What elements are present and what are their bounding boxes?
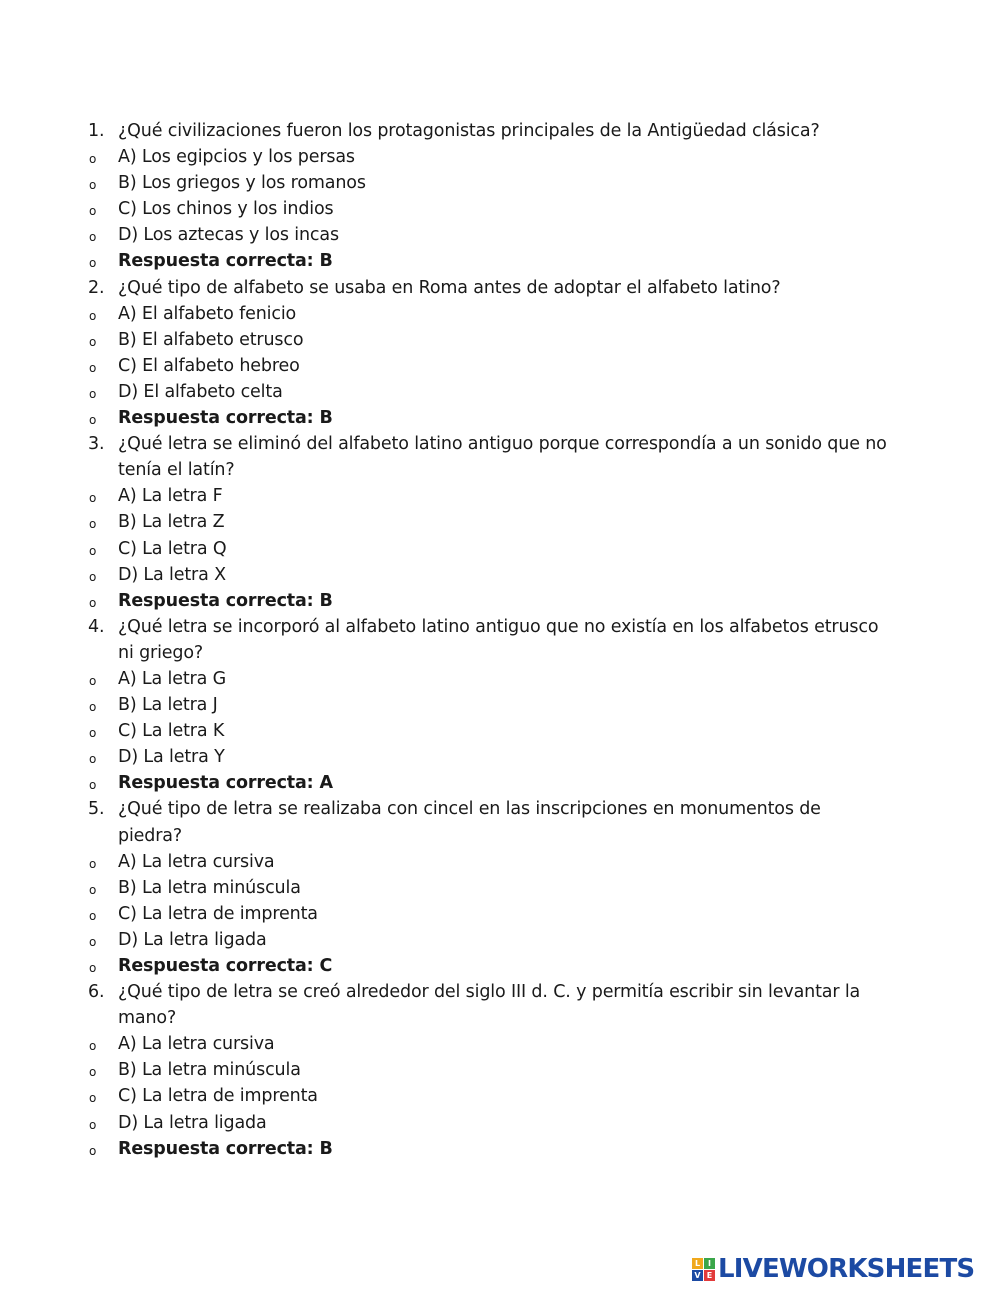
bullet-marker: o (89, 152, 97, 167)
question-row (0, 431, 1000, 483)
question-text: ¿Qué letra se eliminó del alfabeto latino antiguo porque correspondía a un sonido que no tenía el latín? (118, 434, 887, 481)
bullet-marker: o (89, 726, 97, 741)
option-text: D) La letra Y (118, 747, 225, 768)
option-row (0, 483, 1000, 509)
bullet-marker: o (89, 543, 97, 558)
logo-mark-letter: L (692, 1258, 703, 1269)
answer-row (0, 770, 1000, 796)
bullet-marker: o (89, 908, 97, 923)
bullet-marker: o (89, 1039, 97, 1054)
bullet-marker: o (89, 778, 97, 793)
option-text: B) La letra Z (118, 512, 225, 533)
bullet-marker: o (89, 934, 97, 949)
question-text: ¿Qué tipo de letra se realizaba con cincel en las inscripciones en monumentos de piedra? (118, 799, 821, 846)
option-text: D) La letra X (118, 564, 226, 585)
bullet-marker: o (89, 517, 97, 532)
question-row (0, 614, 1000, 666)
option-row (0, 379, 1000, 405)
option-text: A) La letra cursiva (118, 1034, 275, 1055)
question-number: 2. (88, 277, 105, 298)
logo-wordmark: LIVEWORKSHEETS (718, 1254, 975, 1284)
option-text: C) La letra de imprenta (118, 1086, 318, 1107)
question-row (0, 118, 1000, 144)
question-number: 6. (88, 982, 105, 1003)
liveworksheets-logo (692, 1255, 974, 1283)
question-item (0, 275, 1000, 432)
option-text: C) Los chinos y los indios (118, 199, 334, 220)
option-row (0, 1031, 1000, 1057)
question-item (0, 796, 1000, 979)
answer-row (0, 1136, 1000, 1162)
option-row (0, 927, 1000, 953)
option-text: Respuesta correcta: B (118, 408, 333, 429)
bullet-marker: o (89, 360, 97, 375)
option-text: D) El alfabeto celta (118, 381, 283, 402)
option-text: Respuesta correcta: B (118, 251, 333, 272)
logo-mark-letter: E (704, 1270, 715, 1281)
question-number: 1. (88, 121, 105, 141)
option-text: Respuesta correcta: A (118, 773, 333, 794)
question-text: ¿Qué letra se incorporó al alfabeto latino antiguo que no existía en los alfabetos etrusco ni griego? (118, 616, 879, 663)
logo-mark-letter: I (704, 1258, 715, 1269)
option-text: Respuesta correcta: B (118, 590, 333, 611)
option-text: C) El alfabeto hebreo (118, 355, 300, 376)
bullet-marker: o (89, 1065, 97, 1080)
option-row (0, 692, 1000, 718)
question-row (0, 796, 1000, 848)
option-row (0, 875, 1000, 901)
option-text: A) La letra G (118, 668, 226, 689)
bullet-marker: o (89, 961, 97, 975)
option-text: A) Los egipcios y los persas (118, 147, 355, 168)
bullet-marker: o (89, 595, 97, 610)
bullet-marker: o (89, 1091, 97, 1106)
bullet-marker: o (89, 230, 97, 245)
option-text: A) El alfabeto fenicio (118, 303, 297, 324)
option-row (0, 327, 1000, 353)
question-item (0, 118, 1000, 275)
question-row (0, 275, 1000, 301)
option-text: B) Los griegos y los romanos (118, 173, 366, 194)
question-text: ¿Qué civilizaciones fueron los protagonistas principales de la Antigüedad clásica? (118, 121, 820, 141)
bullet-marker: o (89, 1117, 97, 1132)
bullet-marker: o (89, 700, 97, 715)
bullet-marker: o (89, 178, 97, 193)
logo-mark-icon (692, 1258, 715, 1281)
option-text: A) La letra cursiva (118, 851, 275, 872)
option-row (0, 170, 1000, 196)
question-item (0, 614, 1000, 797)
option-row (0, 562, 1000, 588)
bullet-marker: o (89, 569, 97, 584)
bullet-marker: o (89, 1143, 97, 1158)
answer-row (0, 953, 1000, 979)
option-text: B) El alfabeto etrusco (118, 329, 304, 350)
question-text: ¿Qué tipo de letra se creó alrededor del siglo III d. C. y permitía escribir sin levantar la mano? (118, 982, 861, 1029)
question-row (0, 979, 1000, 1031)
option-row (0, 196, 1000, 222)
option-row (0, 1110, 1000, 1136)
answer-row (0, 248, 1000, 274)
question-number: 3. (88, 434, 105, 455)
option-row (0, 901, 1000, 927)
option-text: C) La letra K (118, 721, 225, 742)
option-text: D) La letra ligada (118, 929, 267, 950)
option-row (0, 536, 1000, 562)
bullet-marker: o (89, 204, 97, 219)
option-row (0, 353, 1000, 379)
option-row (0, 509, 1000, 535)
question-item (0, 431, 1000, 614)
question-item (0, 979, 1000, 1162)
option-row (0, 301, 1000, 327)
option-text: D) La letra ligada (118, 1112, 267, 1133)
bullet-marker: o (89, 882, 97, 897)
option-row (0, 144, 1000, 170)
question-text: ¿Qué tipo de alfabeto se usaba en Roma antes de adoptar el alfabeto latino? (118, 277, 781, 298)
option-row (0, 666, 1000, 692)
answer-row (0, 588, 1000, 614)
option-row (0, 1083, 1000, 1109)
bullet-marker: o (89, 334, 97, 349)
option-row (0, 222, 1000, 248)
option-text: C) La letra Q (118, 538, 227, 559)
bullet-marker: o (89, 491, 97, 506)
option-text: B) La letra J (118, 695, 218, 716)
quiz-list (0, 118, 1000, 1162)
option-text: Respuesta correcta: B (118, 1138, 333, 1159)
option-text: B) La letra minúscula (118, 1060, 301, 1081)
bullet-marker: o (89, 308, 97, 323)
option-row (0, 718, 1000, 744)
bullet-marker: o (89, 413, 97, 428)
bullet-marker: o (89, 256, 97, 271)
logo-mark-letter: V (692, 1270, 703, 1281)
answer-row (0, 405, 1000, 431)
option-text: C) La letra de imprenta (118, 903, 318, 924)
option-row (0, 1057, 1000, 1083)
option-row (0, 849, 1000, 875)
option-text: A) La letra F (118, 486, 223, 507)
option-text: D) Los aztecas y los incas (118, 225, 339, 246)
bullet-marker: o (89, 386, 97, 401)
option-row (0, 744, 1000, 770)
question-number: 4. (88, 616, 105, 637)
question-number: 5. (88, 799, 105, 820)
bullet-marker: o (89, 752, 97, 767)
bullet-marker: o (89, 673, 97, 688)
option-text: Respuesta correcta: C (118, 956, 333, 976)
bullet-marker: o (89, 856, 97, 871)
option-text: B) La letra minúscula (118, 877, 301, 898)
